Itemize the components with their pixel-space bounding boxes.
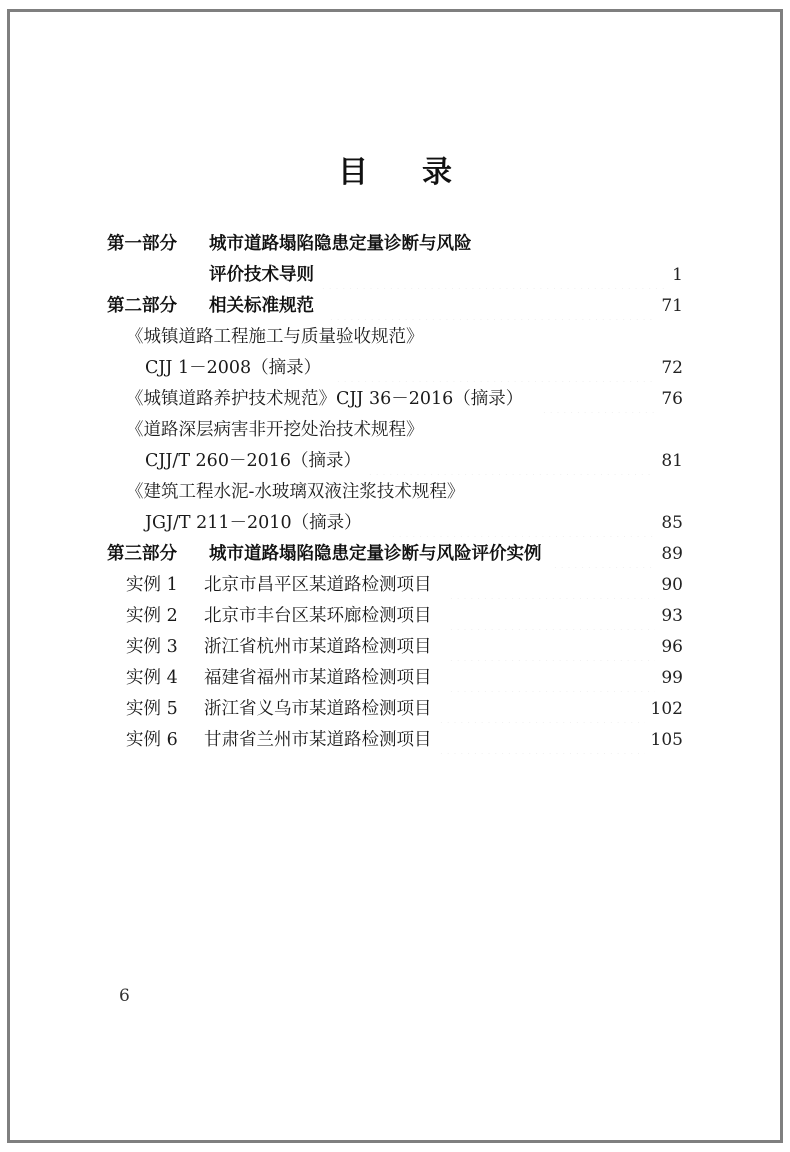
standard-code: JGJ/T 211－2010（摘录） bbox=[145, 513, 362, 533]
toc-entry-standard-3-cont[interactable] bbox=[145, 447, 683, 475]
page-number: 85 bbox=[661, 513, 683, 533]
toc-entry-standard-1[interactable] bbox=[126, 323, 686, 351]
page-number: 96 bbox=[661, 637, 683, 657]
page-number: 99 bbox=[661, 668, 683, 688]
leader-dots bbox=[328, 292, 655, 320]
example-label: 实例 5 bbox=[126, 699, 178, 719]
leader-dots bbox=[448, 633, 656, 661]
example-title: 北京市昌平区某道路检测项目 bbox=[204, 575, 432, 595]
leader-dots bbox=[448, 664, 656, 692]
toc-entry-standard-4-cont[interactable] bbox=[145, 509, 683, 537]
toc-entry-standard-2[interactable] bbox=[126, 385, 683, 413]
leader-dots bbox=[438, 695, 645, 723]
leader-dots bbox=[390, 509, 656, 537]
example-title: 福建省福州市某道路检测项目 bbox=[204, 668, 432, 688]
standard-title: 《道路深层病害非开挖处治技术规程》 bbox=[126, 420, 424, 440]
standard-code: CJJ/T 260－2016（摘录） bbox=[145, 451, 361, 471]
example-title: 浙江省杭州市某道路检测项目 bbox=[204, 637, 432, 657]
toc-entry-example-3[interactable] bbox=[126, 633, 683, 661]
part-label: 第二部分 bbox=[107, 296, 177, 316]
toc-entry-standard-4[interactable] bbox=[126, 478, 686, 506]
page-number: 105 bbox=[650, 730, 683, 750]
example-title: 浙江省义乌市某道路检测项目 bbox=[204, 699, 432, 719]
title-char-left: 目 bbox=[338, 155, 368, 190]
title-char-right: 录 bbox=[422, 155, 452, 190]
leader-dots bbox=[541, 385, 655, 413]
leader-dots bbox=[552, 540, 656, 568]
page-number: 90 bbox=[661, 575, 683, 595]
toc-entry-example-4[interactable] bbox=[126, 664, 683, 692]
part-label: 第三部分 bbox=[107, 544, 177, 564]
example-label: 实例 1 bbox=[126, 575, 178, 595]
leader-dots bbox=[448, 602, 656, 630]
page-number: 76 bbox=[661, 389, 683, 409]
page-number: 81 bbox=[661, 451, 683, 471]
example-label: 实例 4 bbox=[126, 668, 178, 688]
toc-entry-part1[interactable] bbox=[107, 230, 687, 258]
example-label: 实例 6 bbox=[126, 730, 178, 750]
standard-title: 《建筑工程水泥-水玻璃双液注浆技术规程》 bbox=[126, 482, 465, 502]
leader-dots bbox=[438, 726, 645, 754]
toc-entry-part2[interactable] bbox=[107, 292, 683, 320]
page-number: 93 bbox=[661, 606, 683, 626]
toc-entry-example-5[interactable] bbox=[126, 695, 683, 723]
part-title: 城市道路塌陷隐患定量诊断与风险 bbox=[209, 234, 472, 254]
toc-entry-standard-3[interactable] bbox=[126, 416, 686, 444]
example-label: 实例 2 bbox=[126, 606, 178, 626]
page-number: 71 bbox=[661, 296, 683, 316]
toc-entry-example-1[interactable] bbox=[126, 571, 683, 599]
footer-page-number: 6 bbox=[119, 986, 130, 1006]
standard-title: 《城镇道路养护技术规范》CJJ 36－2016（摘录） bbox=[126, 389, 524, 409]
toc-entry-example-2[interactable] bbox=[126, 602, 683, 630]
page-number: 1 bbox=[672, 265, 683, 285]
page-number: 102 bbox=[650, 699, 683, 719]
part-title: 城市道路塌陷隐患定量诊断与风险评价实例 bbox=[209, 544, 542, 564]
example-title: 甘肃省兰州市某道路检测项目 bbox=[204, 730, 432, 750]
leader-dots bbox=[335, 354, 655, 382]
part-label: 第一部分 bbox=[107, 234, 177, 254]
toc-entry-example-6[interactable] bbox=[126, 726, 683, 754]
leader-dots bbox=[367, 447, 655, 475]
page-title bbox=[0, 147, 790, 191]
leader-dots bbox=[448, 571, 656, 599]
example-title: 北京市丰台区某环廊检测项目 bbox=[204, 606, 432, 626]
leader-dots bbox=[320, 261, 666, 289]
toc-entry-part1-cont[interactable] bbox=[209, 261, 683, 289]
example-label: 实例 3 bbox=[126, 637, 178, 657]
standard-code: CJJ 1－2008（摘录） bbox=[145, 358, 322, 378]
toc-entry-part3[interactable] bbox=[107, 540, 683, 568]
page-number: 89 bbox=[661, 544, 683, 564]
toc-entry-standard-1-cont[interactable] bbox=[145, 354, 683, 382]
part-title-cont: 评价技术导则 bbox=[209, 265, 314, 285]
part-title: 相关标准规范 bbox=[209, 296, 314, 316]
standard-title: 《城镇道路工程施工与质量验收规范》 bbox=[126, 327, 424, 347]
page-number: 72 bbox=[661, 358, 683, 378]
